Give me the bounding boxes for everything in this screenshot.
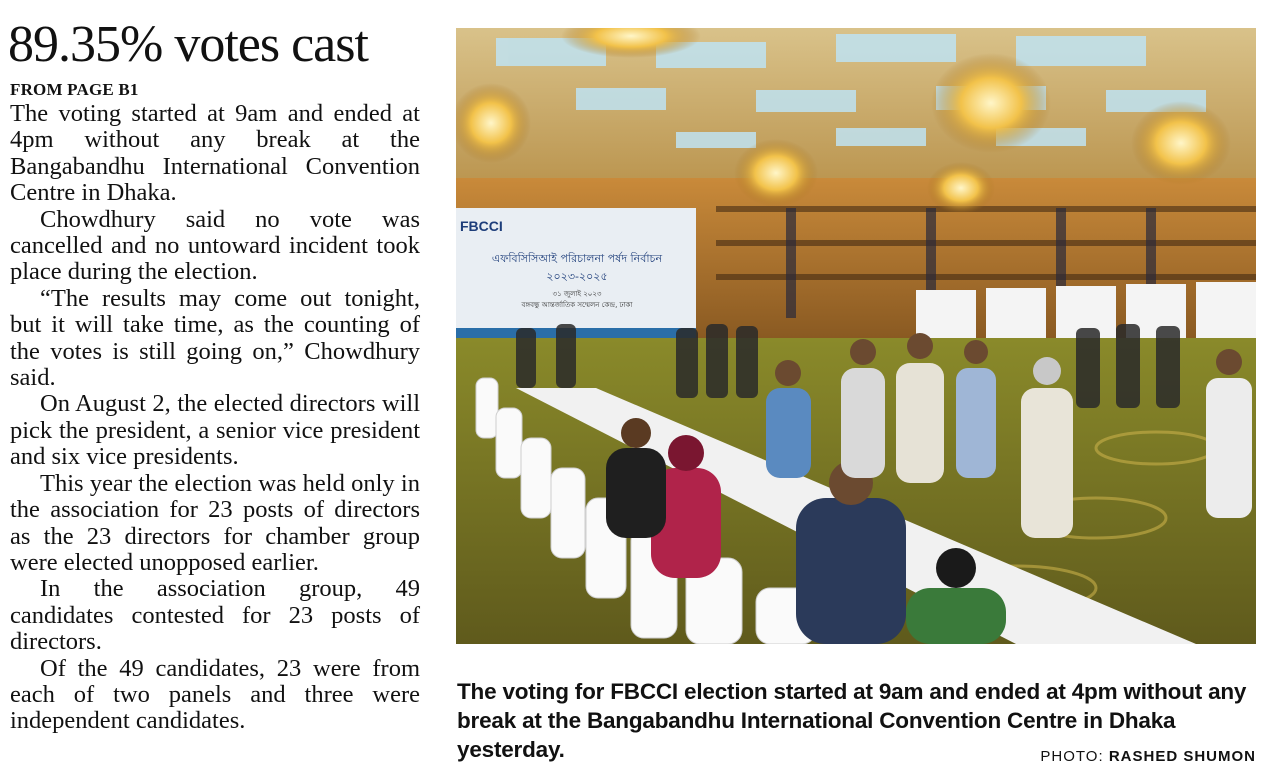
election-hall-photo <box>456 28 1256 644</box>
jump-line: FROM PAGE B1 <box>10 80 139 99</box>
paragraph: “The results may come out tonight, but it will take time, as the counting of the votes is still going on,” Chowdhury said. <box>10 284 420 392</box>
paragraph: On August 2, the elected directors will pick the president, a senior vice president and six vice presidents. <box>10 390 420 471</box>
paragraph: Chowdhury said no vote was cancelled and no untoward incident took place during the election. <box>10 205 420 286</box>
photo-credit <box>1040 748 1256 765</box>
photo-credit-label: PHOTO: <box>1040 748 1104 765</box>
article-body <box>10 101 420 735</box>
banner-logo: FBCCI <box>460 218 503 234</box>
paragraph: Of the 49 candidates, 23 were from each of two panels and three were independent candidates. <box>10 654 420 735</box>
paragraph: This year the election was held only in the association for 23 posts of directors as the 23 directors for chamber group were elected unopposed earlier. <box>10 469 420 576</box>
banner-title: এফবিসিসিআই পরিচালনা পর্ষদ নির্বাচন <box>491 252 663 265</box>
banner-years: ২০২৩-২০২৫ <box>546 270 608 283</box>
banner-date: ৩১ জুলাই ২০২৩ <box>552 290 602 298</box>
photographer-name: RASHED SHUMON <box>1108 748 1256 765</box>
photo-caption: The voting for FBCCI election started at 9am and ended at 4pm without any break at the Bangabandhu International Convention Centre in Dhaka yesterday. <box>457 679 1247 762</box>
paragraph: In the association group, 49 candidates contested for 23 posts of directors. <box>10 575 420 656</box>
headline: 89.35% votes cast <box>8 16 368 73</box>
banner-venue: বঙ্গবন্ধু আন্তর্জাতিক সম্মেলন কেন্দ্র, ঢাকা <box>521 301 633 309</box>
paragraph: The voting started at 9am and ended at 4pm without any break at the Bangabandhu International Convention Centre in Dhaka. <box>10 100 420 207</box>
